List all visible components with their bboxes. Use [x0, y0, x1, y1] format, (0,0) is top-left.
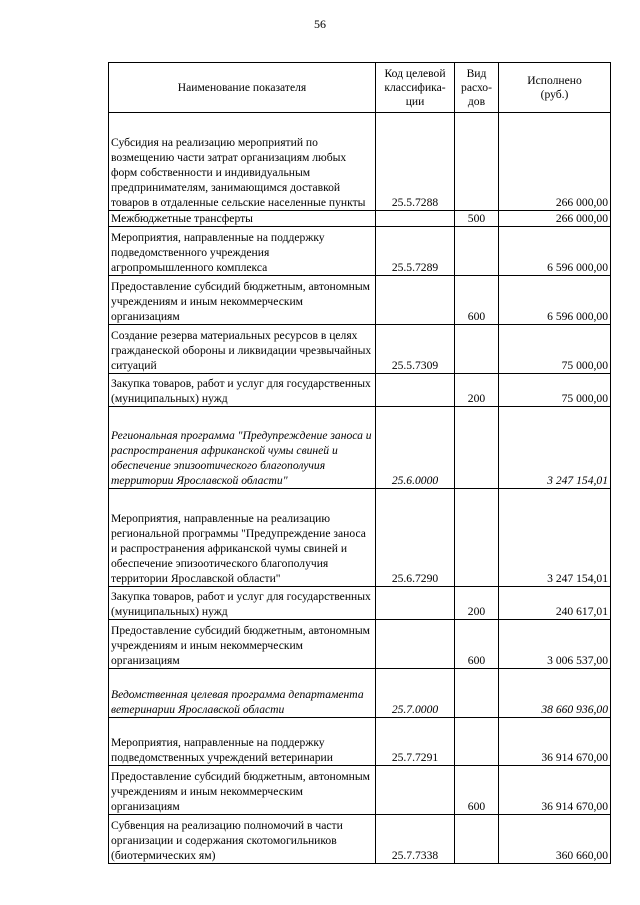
header-code-line: ции: [405, 94, 425, 108]
table-row: [109, 587, 611, 620]
row-name: Мероприятия, направленные на реализацию региональной программы "Предупреждение заноса и распространения африканской чумы свиней и обеспечение эпизоотического благополучия территории Ярославской области": [109, 489, 376, 587]
row-expense-type: 600: [455, 276, 499, 325]
page-number: 56: [314, 17, 326, 31]
row-expense-type: [455, 489, 499, 587]
row-code: [376, 374, 455, 407]
header-expense-type: [455, 63, 499, 113]
row-name: Субсидия на реализацию мероприятий по возмещению части затрат организациям любых форм собственности и индивидуальным предпринимателям, занимающимся доставкой товаров в отдаленные сельские населенные пункты: [109, 113, 376, 211]
row-name: Мероприятия, направленные на поддержку подведомственного учреждения агропромышленного комплекса: [109, 227, 376, 276]
row-amount: 240 617,01: [499, 587, 611, 620]
table-row: [109, 620, 611, 669]
row-name: Закупка товаров, работ и услуг для государственных (муниципальных) нужд: [109, 374, 376, 407]
row-expense-type: [455, 669, 499, 718]
table-row: [109, 276, 611, 325]
header-type-line: Вид: [466, 66, 487, 80]
table-row: [109, 718, 611, 766]
row-expense-type: 200: [455, 587, 499, 620]
header-amount-line: Исполнено: [527, 73, 582, 87]
row-expense-type: [455, 718, 499, 766]
budget-execution-table: [108, 62, 611, 864]
row-amount: 75 000,00: [499, 374, 611, 407]
row-name: Предоставление субсидий бюджетным, автономным учреждениям и иным некоммерческим организациям: [109, 620, 376, 669]
row-amount: 3 006 537,00: [499, 620, 611, 669]
header-type-line: расхо-: [461, 80, 492, 94]
row-expense-type: 600: [455, 620, 499, 669]
row-name: Предоставление субсидий бюджетным, автономным учреждениям и иным некоммерческим организациям: [109, 276, 376, 325]
row-amount: 3 247 154,01: [499, 489, 611, 587]
table-row: [109, 325, 611, 374]
row-name: Субвенция на реализацию полномочий в части организации и содержания скотомогильников (биотермических ям): [109, 815, 376, 864]
row-amount: 6 596 000,00: [499, 227, 611, 276]
row-expense-type: [455, 227, 499, 276]
header-type-line: дов: [467, 94, 486, 108]
row-expense-type: 200: [455, 374, 499, 407]
row-expense-type: [455, 407, 499, 489]
header-code-line: классифика-: [384, 80, 446, 94]
row-code: [376, 587, 455, 620]
row-amount: 266 000,00: [499, 113, 611, 211]
row-name: Межбюджетные трансферты: [109, 211, 376, 227]
row-name: Предоставление субсидий бюджетным, автономным учреждениям и иным некоммерческим организациям: [109, 766, 376, 815]
row-code: 25.5.7289: [376, 227, 455, 276]
row-name: Закупка товаров, работ и услуг для государственных (муниципальных) нужд: [109, 587, 376, 620]
row-amount: 266 000,00: [499, 211, 611, 227]
row-expense-type: [455, 113, 499, 211]
table-row: [109, 489, 611, 587]
row-amount: 36 914 670,00: [499, 718, 611, 766]
table-row: [109, 766, 611, 815]
header-executed-amount: [499, 63, 611, 113]
table-row: [109, 669, 611, 718]
table-row: [109, 227, 611, 276]
table-row: [109, 374, 611, 407]
row-code: 25.7.0000: [376, 669, 455, 718]
row-code: [376, 766, 455, 815]
row-expense-type: [455, 325, 499, 374]
table-row: [109, 211, 611, 227]
row-code: [376, 276, 455, 325]
table-row: [109, 407, 611, 489]
row-amount: 75 000,00: [499, 325, 611, 374]
row-name: Ведомственная целевая программа департамента ветеринарии Ярославской области: [109, 669, 376, 718]
row-amount: 38 660 936,00: [499, 669, 611, 718]
header-amount-line: (руб.): [540, 87, 569, 101]
row-code: 25.5.7288: [376, 113, 455, 211]
row-name: Создание резерва материальных ресурсов в целях гражданеской обороны и ликвидации чрезвычайных ситуаций: [109, 325, 376, 374]
row-code: [376, 211, 455, 227]
header-code-line: Код целевой: [384, 66, 446, 80]
row-expense-type: 600: [455, 766, 499, 815]
row-expense-type: 500: [455, 211, 499, 227]
table-row: [109, 815, 611, 864]
row-code: 25.7.7291: [376, 718, 455, 766]
row-amount: 360 660,00: [499, 815, 611, 864]
row-name: Мероприятия, направленные на поддержку подведомственных учреждений ветеринарии: [109, 718, 376, 766]
table-row: [109, 113, 611, 211]
row-code: 25.7.7338: [376, 815, 455, 864]
row-amount: 3 247 154,01: [499, 407, 611, 489]
row-amount: 36 914 670,00: [499, 766, 611, 815]
row-code: 25.5.7309: [376, 325, 455, 374]
row-name: Региональная программа "Предупреждение заноса и распространения африканской чумы свиней и обеспечение эпизоотического благополучия территории Ярославской области": [109, 407, 376, 489]
row-amount: 6 596 000,00: [499, 276, 611, 325]
row-code: 25.6.0000: [376, 407, 455, 489]
row-code: 25.6.7290: [376, 489, 455, 587]
header-target-code: [376, 63, 455, 113]
row-code: [376, 620, 455, 669]
table-header-row: [109, 63, 611, 113]
row-expense-type: [455, 815, 499, 864]
header-indicator-name: Наименование показателя: [109, 63, 376, 113]
